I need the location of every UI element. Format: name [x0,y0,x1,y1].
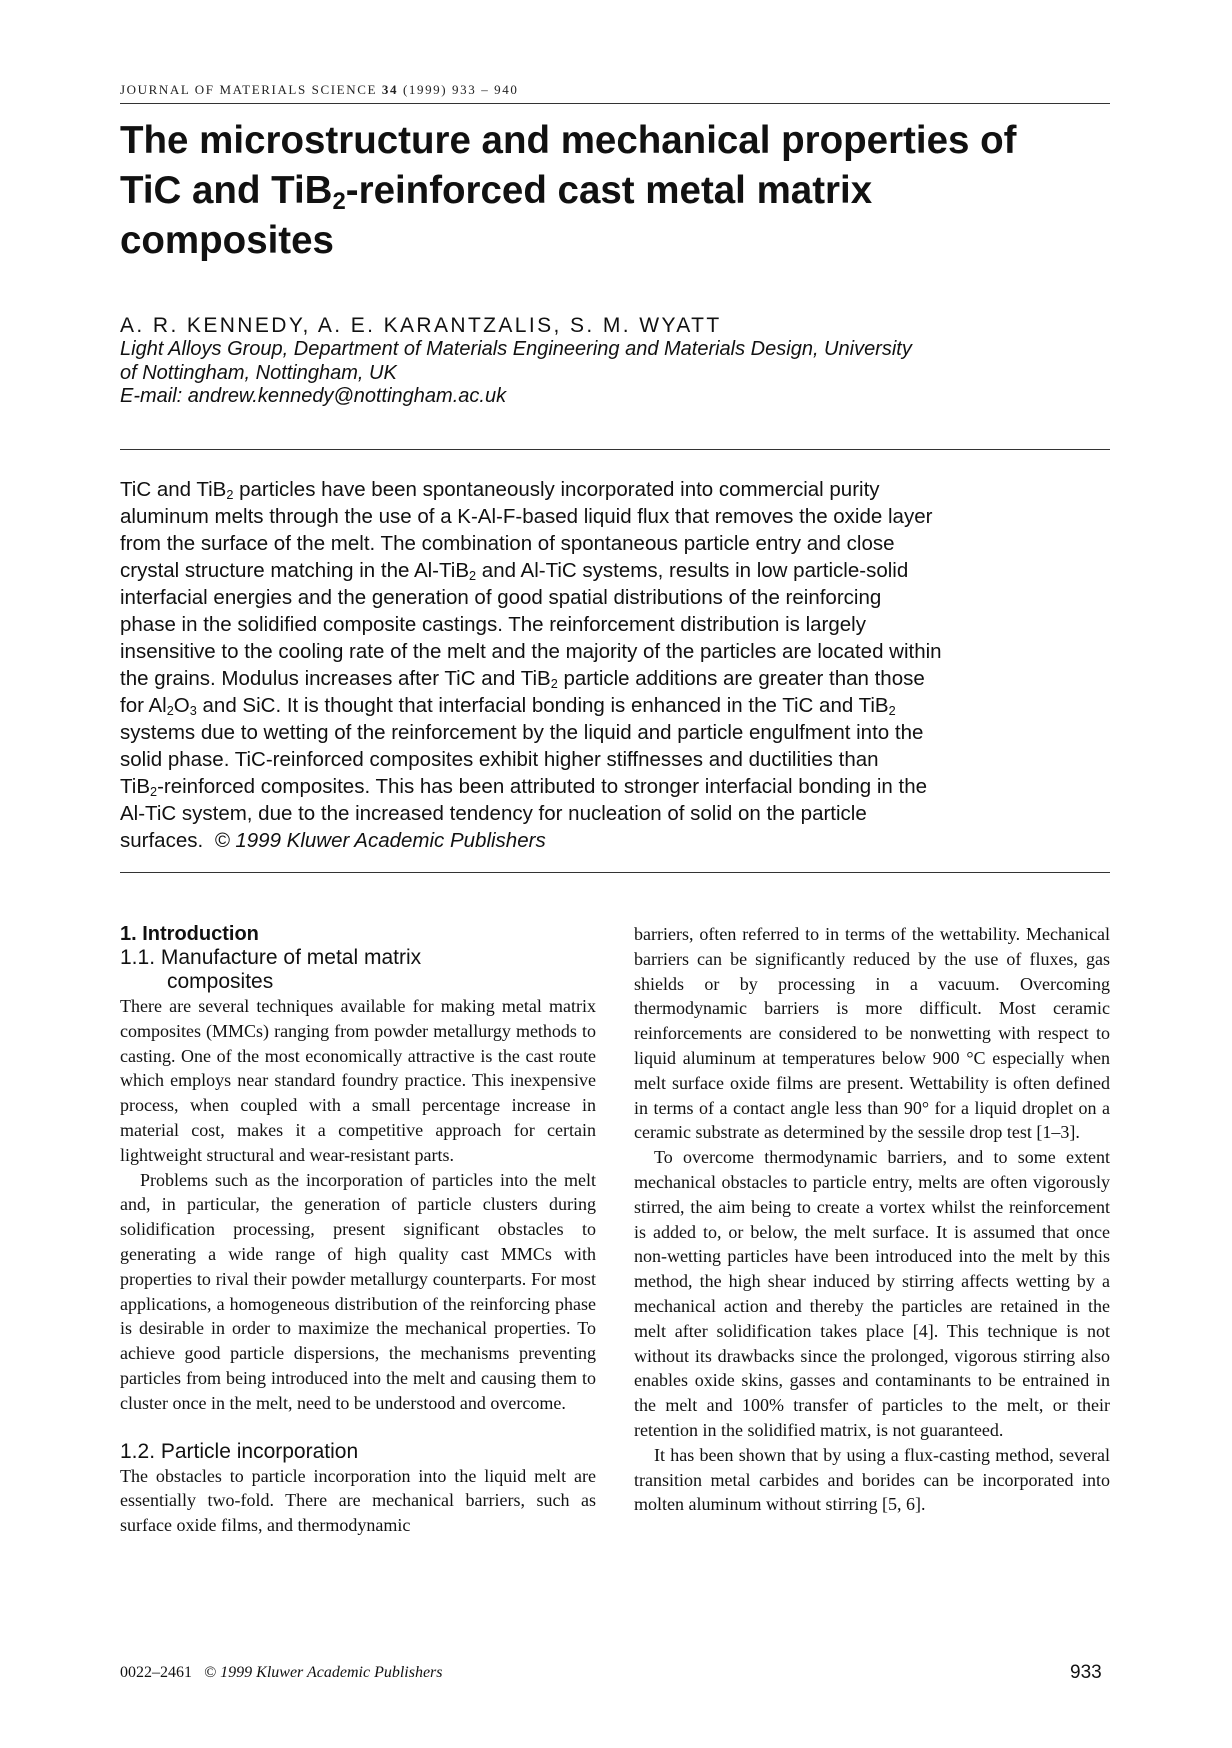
article-title: The microstructure and mechanical properties of TiC and TiB$_2$-reinforced cast metal matrix composites [120,119,1017,262]
paragraph: To overcome thermodynamic barriers, and to some extent mechanical obstacles to particle entry, melts are often vigorously stirred, the aim being to create a vortex whilst the reinforcement is added to, or below, the melt surface. It is assumed that once non-wetting particles have been introduced into the melt by this method, the high shear induced by stirring affects wetting by a mechanical action and thereby the particles are retained in the melt after solidification takes place [4]. This technique is not without its drawbacks since the prolonged, vigorous stirring also enables oxide skins, gasses and contaminants to be entrained in the melt and 100% transfer of particles to the melt, or their retention in the solidified matrix, is not guaranteed. [634,1147,1110,1440]
running-head: JOURNAL OF MATERIALS SCIENCE 34 (1999) 933 – 940 [120,82,519,97]
paragraph: Problems such as the incorporation of particles into the melt and, in particular, the generation of particle clusters during solidification processing, present significant obstacles to generating a wide range of high quality cast MMCs with properties to rival their powder metallurgy counterparts. For most applications, a homogeneous distribution of the reinforcing phase is desirable in order to maximize the mechanical properties. To achieve good particle dispersions, the mechanisms preventing particles from being introduced into the melt and causing them to cluster once in the melt, need to be understood and overcome. [120,1169,596,1413]
abstract-bottom-rule [120,872,1110,873]
affiliation: Light Alloys Group, Department of Materials Engineering and Materials Design, University of Nottingham, Nottingham, UK E-mail: andrew.kennedy@nottingham.ac.uk [120,338,1120,409]
abstract-top-rule [120,449,1110,450]
author-list: A. R. KENNEDY, A. E. KARANTZALIS, S. M. WYATT [120,314,722,337]
paragraph: The obstacles to particle incorporation into the liquid melt are essentially two-fold. There are mechanical barriers, such as surface oxide films, and thermodynamic [120,1465,596,1536]
section-heading-introduction: 1. Introduction [120,923,259,945]
email: E-mail: andrew.kennedy@nottingham.ac.uk [120,385,507,407]
paragraph: It has been shown that by using a flux-casting method, several transition metal carbides and borides can be incorporated into molten aluminum without stirring [5, 6]. [634,1444,1110,1515]
header-rule [120,103,1110,104]
left-column [120,922,596,1538]
abstract: TiC and TiB$_2$ particles have been spontaneously incorporated into commercial purity aluminum melts through the use of a K-Al-F-based liquid flux that removes the oxide layer from the surface of the melt. The combination of spontaneous particle entry and close crystal structure matching in the Al-TiB$_2$ and Al-TiC systems, results in low particle-solid interfacial energies and the generation of good spatial distributions of the reinforcing phase in the solidified composite castings. The reinforcement distribution is largely insensitive to the cooling rate of the melt and the majority of the particles are located within the grains. Modulus increases after TiC and TiB$_2$ particle additions are greater than those for $Al_2O_3$ and SiC. It is thought that interfacial bonding is enhanced in the TiC and TiB$_2$ systems due to wetting of the reinforcement by the liquid and particle engulfment into the solid phase. TiC-reinforced composites exhibit higher stiffnesses and ductilities than TiB$_2$-reinforced composites. This has been attributed to stronger interfacial bonding in the Al-TiC system, due to the increased tendency for nucleation of solid on the particle surfaces. © 1999 Kluwer Academic Publishers [120,478,942,852]
subsection-heading-manufacture: 1.1. Manufacture of metal matrix composites [120,946,422,993]
paragraph: There are several techniques available for making metal matrix composites (MMCs) ranging from powder metallurgy methods to casting. One of the most economically attractive is the cast route which employs near standard foundry practice. This inexpensive process, when coupled with a small percentage increase in material cost, makes it a competitive approach for certain lightweight structural and wear-resistant parts. [120,996,596,1165]
paragraph: barriers, often referred to in terms of the wettability. Mechanical barriers can be significantly reduced by the use of fluxes, gas shields or by processing in a vacuum. Overcoming thermodynamic barriers is more difficult. Most ceramic reinforcements are considered to be nonwetting with respect to liquid aluminum at temperatures below 900 °C especially when melt surface oxide films are present. Wettability is often defined in terms of a contact angle less than 90° for a liquid droplet on a ceramic substrate as determined by the sessile drop test [1–3]. [634,924,1110,1143]
page-number: 933 [1070,1662,1102,1683]
footer-issn: 0022–2461 © 1999 Kluwer Academic Publishers [120,1664,443,1681]
subsection-heading-particle-incorporation: 1.2. Particle incorporation [120,1439,359,1463]
right-column [634,922,1110,1517]
